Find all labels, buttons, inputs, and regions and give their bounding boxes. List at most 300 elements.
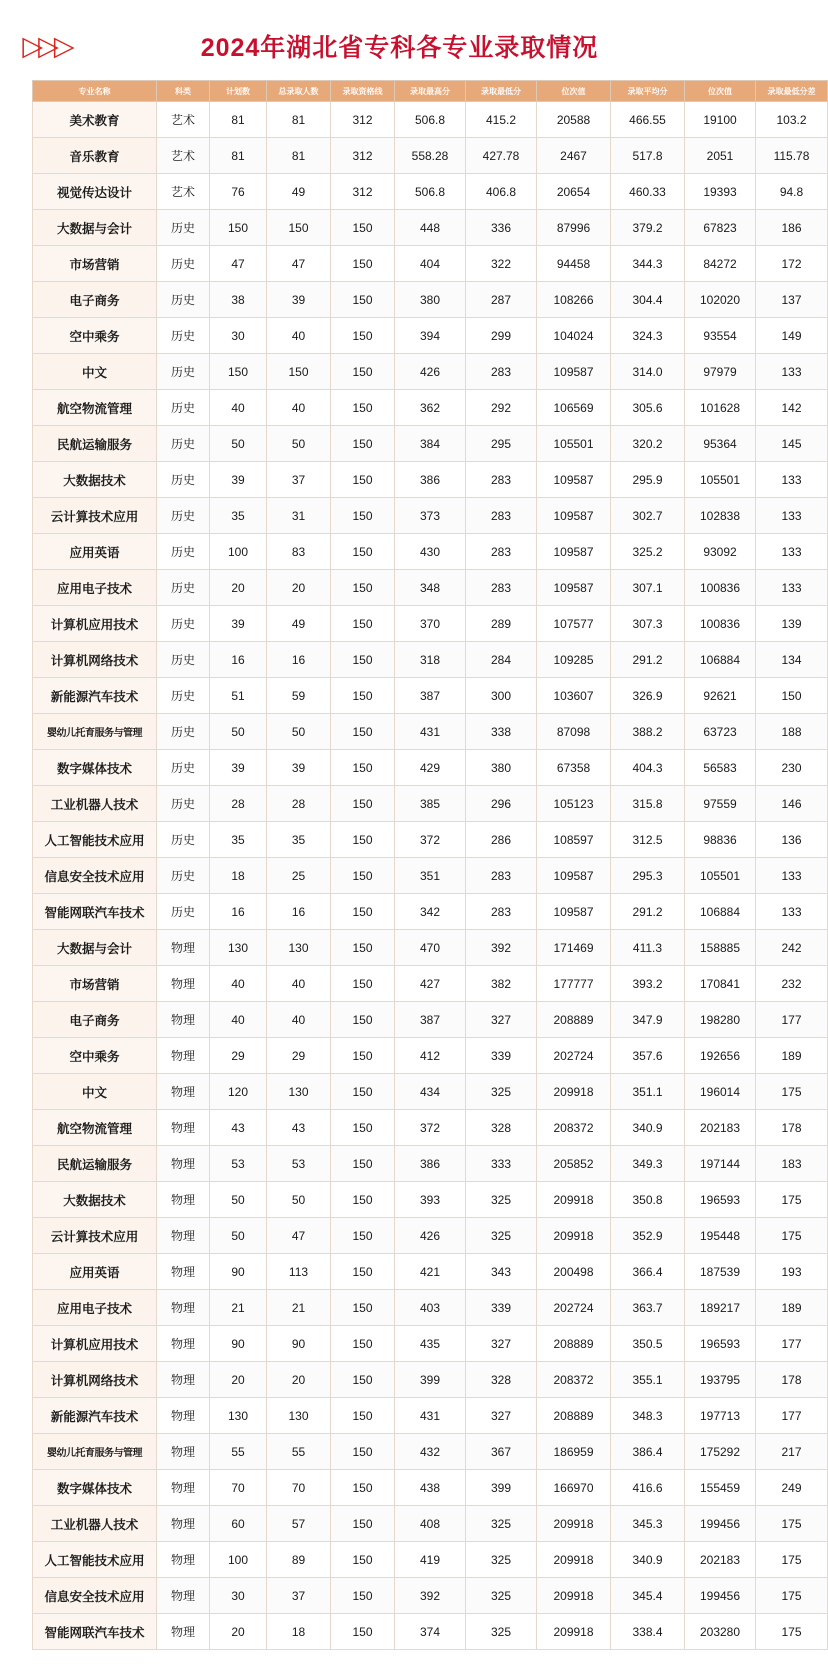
cell-value: 150: [331, 1614, 395, 1650]
cell-value: 209918: [537, 1506, 611, 1542]
table-row: [33, 1218, 828, 1254]
cell-major-name: 航空物流管理: [33, 390, 157, 426]
cell-value: 55: [267, 1434, 331, 1470]
cell-value: 16: [210, 642, 267, 678]
table-row: [33, 786, 828, 822]
cell-value: 197144: [685, 1146, 756, 1182]
cell-value: 40: [210, 1002, 267, 1038]
cell-value: 283: [466, 894, 537, 930]
cell-value: 物理: [157, 1002, 210, 1038]
cell-value: 130: [210, 930, 267, 966]
cell-value: 195448: [685, 1218, 756, 1254]
cell-value: 150: [331, 894, 395, 930]
cell-value: 2467: [537, 138, 611, 174]
cell-value: 352.9: [611, 1218, 685, 1254]
cell-value: 历史: [157, 894, 210, 930]
cell-major-name: 人工智能技术应用: [33, 1542, 157, 1578]
cell-value: 209918: [537, 1614, 611, 1650]
cell-value: 296: [466, 786, 537, 822]
cell-value: 历史: [157, 426, 210, 462]
cell-major-name: 应用英语: [33, 1254, 157, 1290]
cell-major-name: 信息安全技术应用: [33, 858, 157, 894]
cell-value: 87996: [537, 210, 611, 246]
cell-major-name: 新能源汽车技术: [33, 678, 157, 714]
cell-value: 336: [466, 210, 537, 246]
cell-value: 177: [756, 1398, 828, 1434]
cell-value: 202183: [685, 1110, 756, 1146]
cell-value: 399: [466, 1470, 537, 1506]
cell-value: 70: [210, 1470, 267, 1506]
cell-value: 431: [395, 714, 466, 750]
cell-value: 133: [756, 462, 828, 498]
cell-value: 429: [395, 750, 466, 786]
cell-value: 133: [756, 894, 828, 930]
cell-value: 103607: [537, 678, 611, 714]
cell-value: 394: [395, 318, 466, 354]
cell-value: 333: [466, 1146, 537, 1182]
cell-value: 49: [267, 606, 331, 642]
cell-value: 230: [756, 750, 828, 786]
table-row: [33, 462, 828, 498]
table-row: [33, 858, 828, 894]
cell-value: 130: [267, 1074, 331, 1110]
cell-value: 94.8: [756, 174, 828, 210]
cell-value: 189: [756, 1290, 828, 1326]
cell-value: 399: [395, 1362, 466, 1398]
cell-value: 283: [466, 534, 537, 570]
cell-value: 196593: [685, 1182, 756, 1218]
cell-value: 146: [756, 786, 828, 822]
cell-value: 150: [331, 930, 395, 966]
table-row: [33, 390, 828, 426]
cell-value: 历史: [157, 282, 210, 318]
cell-value: 150: [331, 282, 395, 318]
cell-value: 558.28: [395, 138, 466, 174]
cell-value: 物理: [157, 1110, 210, 1146]
cell-value: 340.9: [611, 1542, 685, 1578]
cell-value: 517.8: [611, 138, 685, 174]
cell-value: 373: [395, 498, 466, 534]
cell-value: 150: [756, 678, 828, 714]
cell-value: 284: [466, 642, 537, 678]
cell-value: 419: [395, 1542, 466, 1578]
cell-value: 205852: [537, 1146, 611, 1182]
cell-value: 106884: [685, 894, 756, 930]
cell-value: 39: [267, 750, 331, 786]
cell-value: 150: [331, 1290, 395, 1326]
cell-value: 93554: [685, 318, 756, 354]
cell-value: 物理: [157, 1074, 210, 1110]
cell-value: 物理: [157, 1434, 210, 1470]
cell-value: 87098: [537, 714, 611, 750]
cell-value: 155459: [685, 1470, 756, 1506]
cell-value: 386: [395, 1146, 466, 1182]
cell-value: 150: [331, 966, 395, 1002]
cell-value: 70: [267, 1470, 331, 1506]
table-row: [33, 426, 828, 462]
cell-value: 372: [395, 1110, 466, 1146]
cell-value: 325: [466, 1542, 537, 1578]
cell-major-name: 大数据与会计: [33, 210, 157, 246]
cell-value: 382: [466, 966, 537, 1002]
cell-value: 81: [267, 102, 331, 138]
cell-value: 307.3: [611, 606, 685, 642]
cell-major-name: 大数据技术: [33, 1182, 157, 1218]
cell-value: 物理: [157, 1182, 210, 1218]
table-row: [33, 678, 828, 714]
cell-value: 150: [331, 354, 395, 390]
cell-value: 104024: [537, 318, 611, 354]
cell-value: 150: [331, 1506, 395, 1542]
cell-value: 366.4: [611, 1254, 685, 1290]
table-row: [33, 1146, 828, 1182]
cell-value: 406.8: [466, 174, 537, 210]
cell-value: 355.1: [611, 1362, 685, 1398]
table-row: [33, 210, 828, 246]
table-row: [33, 498, 828, 534]
page-header: [0, 0, 799, 80]
cell-value: 328: [466, 1362, 537, 1398]
cell-value: 338: [466, 714, 537, 750]
cell-value: 438: [395, 1470, 466, 1506]
cell-value: 109587: [537, 354, 611, 390]
cell-value: 283: [466, 858, 537, 894]
cell-value: 291.2: [611, 894, 685, 930]
cell-value: 130: [210, 1398, 267, 1434]
cell-value: 315.8: [611, 786, 685, 822]
cell-value: 142: [756, 390, 828, 426]
cell-value: 150: [331, 1038, 395, 1074]
column-header-plan-count: 计划数: [210, 81, 267, 102]
cell-value: 35: [267, 822, 331, 858]
cell-value: 150: [331, 246, 395, 282]
cell-value: 39: [210, 750, 267, 786]
cell-value: 175: [756, 1182, 828, 1218]
cell-value: 183: [756, 1146, 828, 1182]
cell-value: 108597: [537, 822, 611, 858]
table-row: [33, 1038, 828, 1074]
table-row: [33, 1398, 828, 1434]
table-row: [33, 174, 828, 210]
cell-value: 109587: [537, 462, 611, 498]
cell-value: 艺术: [157, 174, 210, 210]
cell-value: 16: [267, 642, 331, 678]
table-row: [33, 1110, 828, 1146]
cell-value: 170841: [685, 966, 756, 1002]
cell-value: 345.3: [611, 1506, 685, 1542]
cell-value: 202183: [685, 1542, 756, 1578]
cell-value: 30: [210, 318, 267, 354]
cell-value: 312: [331, 174, 395, 210]
cell-value: 150: [331, 1362, 395, 1398]
cell-value: 53: [210, 1146, 267, 1182]
cell-value: 2051: [685, 138, 756, 174]
cell-major-name: 婴幼儿托育服务与管理: [33, 714, 157, 750]
cell-value: 20: [210, 570, 267, 606]
cell-value: 40: [267, 318, 331, 354]
cell-value: 40: [267, 966, 331, 1002]
cell-value: 历史: [157, 570, 210, 606]
table-row: [33, 606, 828, 642]
cell-value: 67823: [685, 210, 756, 246]
cell-value: 387: [395, 1002, 466, 1038]
cell-value: 90: [210, 1326, 267, 1362]
cell-value: 175: [756, 1614, 828, 1650]
cell-value: 158885: [685, 930, 756, 966]
cell-value: 307.1: [611, 570, 685, 606]
cell-value: 426: [395, 1218, 466, 1254]
cell-value: 175: [756, 1578, 828, 1614]
cell-value: 392: [395, 1578, 466, 1614]
cell-value: 393.2: [611, 966, 685, 1002]
cell-value: 139: [756, 606, 828, 642]
table-row: [33, 1002, 828, 1038]
cell-value: 217: [756, 1434, 828, 1470]
cell-value: 208372: [537, 1110, 611, 1146]
cell-value: 39: [210, 606, 267, 642]
table-row: [33, 534, 828, 570]
cell-value: 109587: [537, 894, 611, 930]
cell-value: 150: [331, 426, 395, 462]
cell-value: 177777: [537, 966, 611, 1002]
cell-value: 291.2: [611, 642, 685, 678]
table-row: [33, 1362, 828, 1398]
cell-value: 16: [267, 894, 331, 930]
cell-value: 249: [756, 1470, 828, 1506]
cell-value: 295: [466, 426, 537, 462]
cell-value: 43: [210, 1110, 267, 1146]
cell-value: 197713: [685, 1398, 756, 1434]
table-body: [33, 102, 828, 1650]
cell-value: 63723: [685, 714, 756, 750]
cell-value: 150: [267, 210, 331, 246]
cell-value: 187539: [685, 1254, 756, 1290]
table-row: [33, 714, 828, 750]
cell-value: 物理: [157, 1290, 210, 1326]
cell-value: 150: [331, 1578, 395, 1614]
column-header-category: 科类: [157, 81, 210, 102]
cell-value: 38: [210, 282, 267, 318]
cell-value: 300: [466, 678, 537, 714]
cell-value: 133: [756, 354, 828, 390]
table-row: [33, 1578, 828, 1614]
cell-major-name: 大数据与会计: [33, 930, 157, 966]
cell-value: 416.6: [611, 1470, 685, 1506]
cell-value: 379.2: [611, 210, 685, 246]
cell-value: 20: [267, 1362, 331, 1398]
column-header-average-score: 录取平均分: [611, 81, 685, 102]
cell-value: 177: [756, 1326, 828, 1362]
cell-value: 93092: [685, 534, 756, 570]
cell-value: 19100: [685, 102, 756, 138]
cell-value: 35: [210, 498, 267, 534]
cell-major-name: 云计算技术应用: [33, 498, 157, 534]
cell-value: 47: [267, 246, 331, 282]
cell-value: 历史: [157, 318, 210, 354]
cell-value: 384: [395, 426, 466, 462]
cell-value: 150: [331, 858, 395, 894]
cell-value: 20: [210, 1614, 267, 1650]
cell-value: 362: [395, 390, 466, 426]
cell-value: 172: [756, 246, 828, 282]
cell-value: 物理: [157, 1326, 210, 1362]
cell-value: 295.3: [611, 858, 685, 894]
cell-value: 150: [331, 318, 395, 354]
table-row: [33, 1254, 828, 1290]
cell-value: 199456: [685, 1506, 756, 1542]
cell-value: 345.4: [611, 1578, 685, 1614]
cell-value: 物理: [157, 1614, 210, 1650]
cell-value: 136: [756, 822, 828, 858]
cell-value: 150: [331, 750, 395, 786]
cell-value: 43: [267, 1110, 331, 1146]
cell-value: 137: [756, 282, 828, 318]
cell-value: 189: [756, 1038, 828, 1074]
cell-major-name: 大数据技术: [33, 462, 157, 498]
cell-major-name: 工业机器人技术: [33, 1506, 157, 1542]
cell-value: 59: [267, 678, 331, 714]
cell-value: 100: [210, 534, 267, 570]
cell-value: 40: [210, 390, 267, 426]
cell-value: 150: [331, 1470, 395, 1506]
cell-value: 130: [267, 930, 331, 966]
cell-value: 133: [756, 498, 828, 534]
cell-value: 150: [331, 1254, 395, 1290]
cell-major-name: 民航运输服务: [33, 1146, 157, 1182]
cell-value: 196014: [685, 1074, 756, 1110]
cell-value: 370: [395, 606, 466, 642]
cell-value: 242: [756, 930, 828, 966]
cell-value: 460.33: [611, 174, 685, 210]
cell-value: 29: [210, 1038, 267, 1074]
cell-major-name: 电子商务: [33, 282, 157, 318]
cell-value: 435: [395, 1326, 466, 1362]
cell-value: 47: [210, 246, 267, 282]
cell-value: 35: [210, 822, 267, 858]
cell-major-name: 民航运输服务: [33, 426, 157, 462]
table-row: [33, 102, 828, 138]
cell-major-name: 婴幼儿托育服务与管理: [33, 1434, 157, 1470]
cell-value: 312: [331, 102, 395, 138]
cell-value: 56583: [685, 750, 756, 786]
column-header-lowest-score: 录取最低分: [466, 81, 537, 102]
cell-value: 387: [395, 678, 466, 714]
cell-value: 106569: [537, 390, 611, 426]
cell-value: 357.6: [611, 1038, 685, 1074]
cell-major-name: 应用电子技术: [33, 570, 157, 606]
admission-table: [32, 80, 828, 1650]
cell-value: 421: [395, 1254, 466, 1290]
cell-value: 325: [466, 1578, 537, 1614]
cell-value: 325: [466, 1506, 537, 1542]
table-row: [33, 354, 828, 390]
cell-value: 50: [210, 714, 267, 750]
cell-value: 178: [756, 1362, 828, 1398]
cell-value: 192656: [685, 1038, 756, 1074]
cell-value: 55: [210, 1434, 267, 1470]
cell-value: 178: [756, 1110, 828, 1146]
cell-major-name: 电子商务: [33, 1002, 157, 1038]
cell-value: 430: [395, 534, 466, 570]
column-header-highest-score: 录取最高分: [395, 81, 466, 102]
column-header-qualifying-line: 录取资格线: [331, 81, 395, 102]
cell-value: 193795: [685, 1362, 756, 1398]
cell-value: 物理: [157, 1470, 210, 1506]
column-header-total-admitted: 总录取人数: [267, 81, 331, 102]
table-row: [33, 750, 828, 786]
cell-value: 37: [267, 1578, 331, 1614]
cell-value: 50: [210, 1182, 267, 1218]
cell-value: 349.3: [611, 1146, 685, 1182]
cell-value: 283: [466, 462, 537, 498]
cell-value: 404: [395, 246, 466, 282]
cell-value: 175: [756, 1074, 828, 1110]
cell-value: 84272: [685, 246, 756, 282]
cell-value: 97559: [685, 786, 756, 822]
cell-value: 76: [210, 174, 267, 210]
table-row: [33, 1470, 828, 1506]
cell-value: 47: [267, 1218, 331, 1254]
cell-value: 历史: [157, 246, 210, 282]
cell-value: 338.4: [611, 1614, 685, 1650]
table-row: [33, 570, 828, 606]
cell-value: 83: [267, 534, 331, 570]
table-row: [33, 1074, 828, 1110]
cell-value: 历史: [157, 354, 210, 390]
cell-value: 342: [395, 894, 466, 930]
cell-major-name: 空中乘务: [33, 318, 157, 354]
cell-value: 150: [331, 534, 395, 570]
cell-major-name: 市场营销: [33, 246, 157, 282]
table-row: [33, 1326, 828, 1362]
cell-value: 283: [466, 354, 537, 390]
cell-value: 物理: [157, 1542, 210, 1578]
cell-value: 94458: [537, 246, 611, 282]
cell-value: 208889: [537, 1326, 611, 1362]
cell-value: 312.5: [611, 822, 685, 858]
cell-value: 115.78: [756, 138, 828, 174]
cell-value: 209918: [537, 1074, 611, 1110]
cell-value: 28: [267, 786, 331, 822]
cell-value: 150: [331, 210, 395, 246]
cell-value: 150: [331, 1434, 395, 1470]
cell-value: 107577: [537, 606, 611, 642]
cell-value: 325: [466, 1074, 537, 1110]
cell-value: 物理: [157, 1146, 210, 1182]
cell-value: 326.9: [611, 678, 685, 714]
cell-value: 343: [466, 1254, 537, 1290]
cell-value: 367: [466, 1434, 537, 1470]
cell-value: 106884: [685, 642, 756, 678]
cell-value: 208889: [537, 1398, 611, 1434]
cell-value: 427: [395, 966, 466, 1002]
table-header-row: [33, 81, 828, 102]
cell-value: 175: [756, 1218, 828, 1254]
cell-value: 150: [331, 498, 395, 534]
cell-value: 历史: [157, 714, 210, 750]
cell-value: 283: [466, 498, 537, 534]
cell-value: 339: [466, 1290, 537, 1326]
cell-value: 292: [466, 390, 537, 426]
cell-value: 312: [331, 138, 395, 174]
cell-value: 150: [331, 1074, 395, 1110]
cell-value: 97979: [685, 354, 756, 390]
cell-value: 历史: [157, 678, 210, 714]
cell-value: 历史: [157, 534, 210, 570]
cell-value: 320.2: [611, 426, 685, 462]
cell-value: 374: [395, 1614, 466, 1650]
table-row: [33, 318, 828, 354]
